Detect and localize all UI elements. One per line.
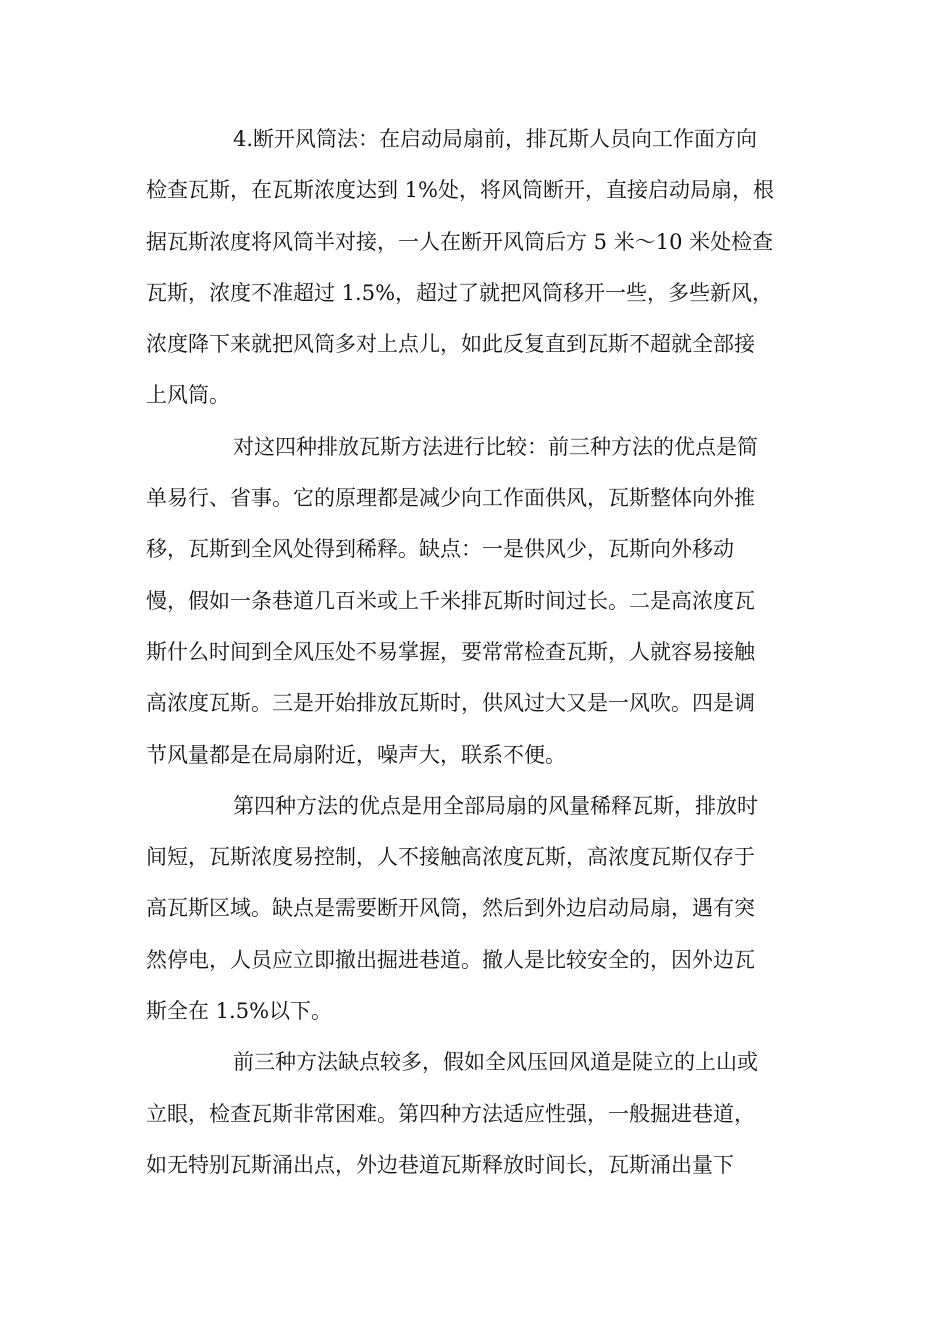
- text-line: 检查瓦斯，在瓦斯浓度达到 1%处，将风筒断开，直接启动局扇，根: [146, 178, 774, 203]
- text-line: 4.断开风筒法：在启动局扇前，排瓦斯人员向工作面方向: [233, 127, 758, 151]
- paragraph-fourth-method-pros-cons: [146, 781, 812, 1037]
- paragraph-conclusion: [146, 1037, 812, 1191]
- paragraph-disconnect-duct-method: [146, 114, 812, 422]
- text-line: 高瓦斯区域。缺点是需要断开风筒，然后到外边启动局扇，遇有突: [146, 896, 755, 921]
- text-line: 斯全在 1.5%以下。: [146, 999, 333, 1024]
- text-line: 浓度降下来就把风筒多对上点儿，如此反复直到瓦斯不超就全部接: [146, 332, 755, 357]
- text-line: 间短，瓦斯浓度易控制，人不接触高浓度瓦斯，高浓度瓦斯仅存于: [146, 845, 755, 870]
- text-line: 上风筒。: [146, 383, 230, 408]
- document-body: [146, 114, 812, 1191]
- text-line: 如无特别瓦斯涌出点，外边巷道瓦斯释放时间长，瓦斯涌出量下: [146, 1152, 734, 1177]
- text-line: 前三种方法缺点较多，假如全风压回风道是陡立的上山或: [233, 1050, 758, 1075]
- text-line: 斯什么时间到全风压处不易掌握，要常常检查瓦斯，人就容易接触: [146, 639, 755, 664]
- text-line: 高浓度瓦斯。三是开始排放瓦斯时，供风过大又是一风吹。四是调: [146, 691, 755, 716]
- text-line: 慢，假如一条巷道几百米或上千米排瓦斯时间过长。二是高浓度瓦: [146, 588, 755, 613]
- text-line: 据瓦斯浓度将风筒半对接，一人在断开风筒后方 5 米～10 米处检查: [146, 229, 774, 254]
- text-line: 立眼，检查瓦斯非常困难。第四种方法适应性强，一般掘进巷道，: [146, 1101, 755, 1126]
- text-line: 单易行、省事。它的原理都是减少向工作面供风，瓦斯整体向外推: [146, 486, 755, 511]
- text-line: 移，瓦斯到全风处得到稀释。缺点：一是供风少，瓦斯向外移动: [146, 537, 734, 562]
- text-line: 然停电，人员应立即撤出掘进巷道。撤人是比较安全的，因外边瓦: [146, 947, 755, 972]
- text-line: 瓦斯，浓度不准超过 1.5%，超过了就把风筒移开一些，多些新风，: [146, 280, 774, 305]
- paragraph-method-comparison: [146, 422, 812, 781]
- text-line: 对这四种排放瓦斯方法进行比较：前三种方法的优点是简: [233, 434, 758, 459]
- text-line: 节风量都是在局扇附近，噪声大，联系不便。: [146, 742, 566, 767]
- text-line: 第四种方法的优点是用全部局扇的风量稀释瓦斯，排放时: [233, 793, 758, 818]
